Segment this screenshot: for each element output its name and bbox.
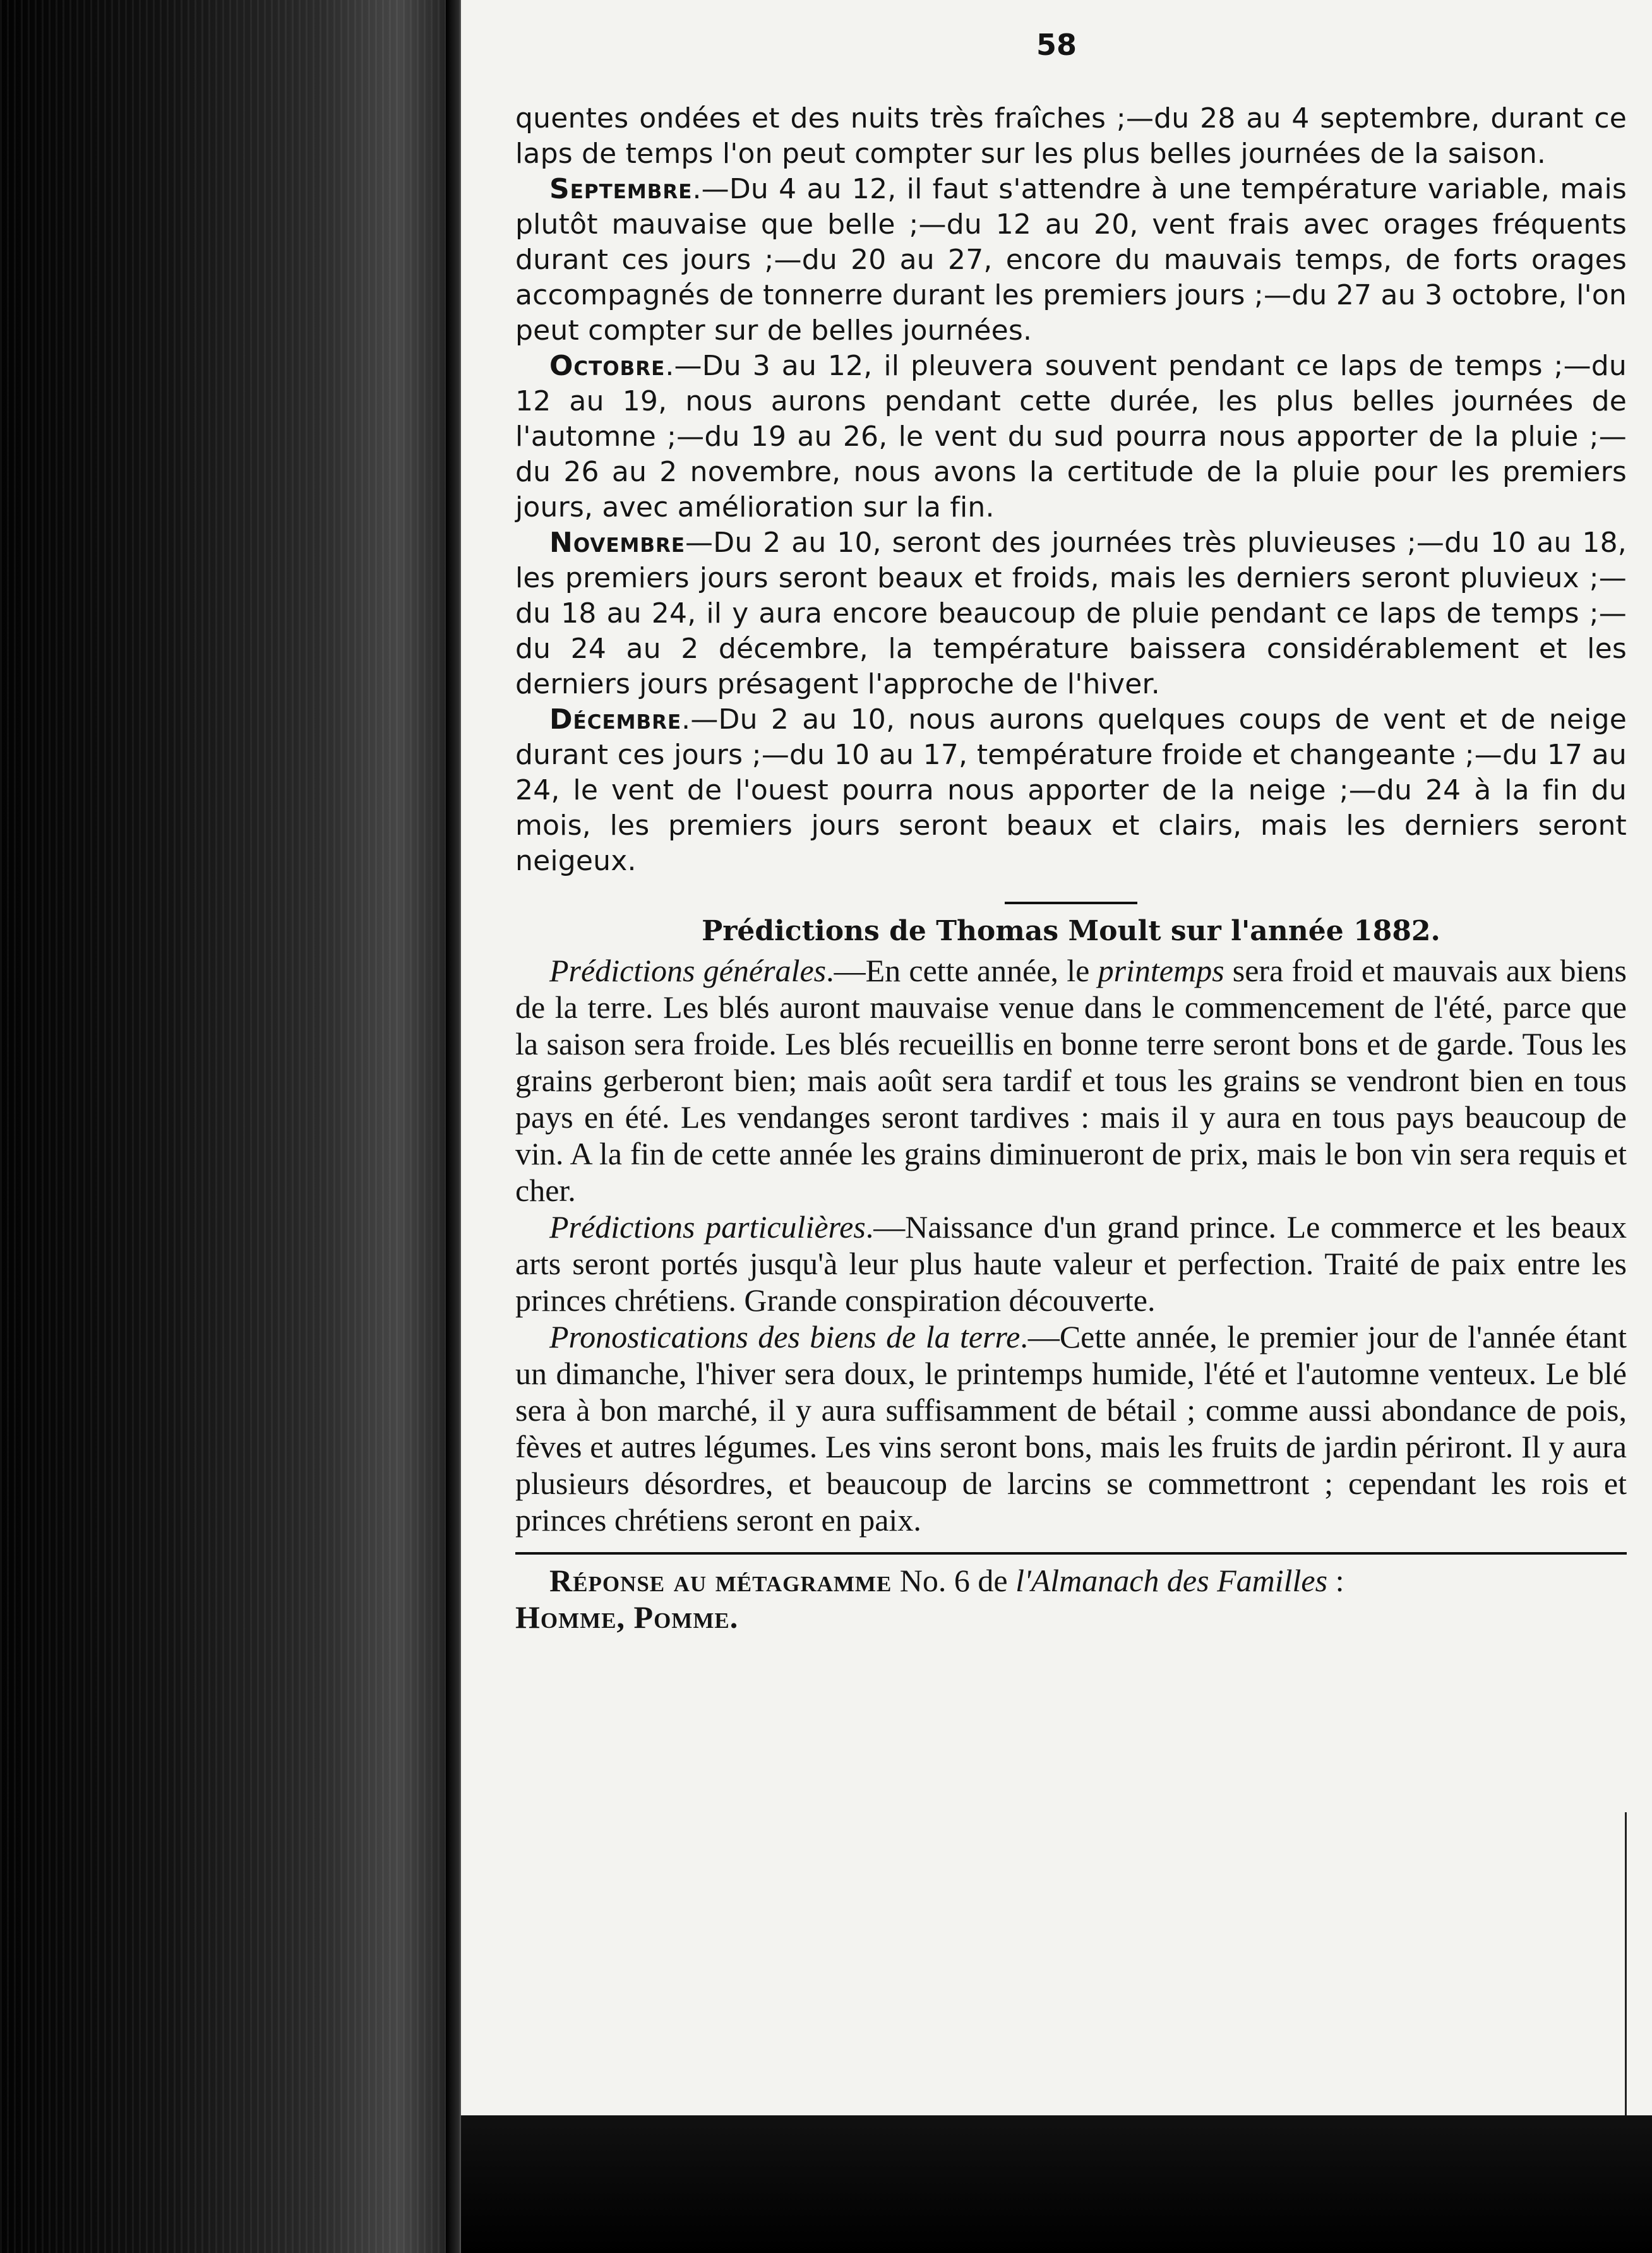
weather-novembre-text: —Du 2 au 10, seront des journées très pluvieuses ;—du 10 au 18, les premiers jours seront beaux et froids, mais les derniers seront pluvieux ;—du 18 au 24, il y aura encore beaucoup de pluie pendant ce laps de temps ;—du 24 au 2 décembre, la température baissera considérablement et les derniers jours présagent l'approche de l'hiver.: [515, 527, 1627, 700]
month-label-octobre: Octobre: [549, 350, 666, 382]
predictions-generales: [515, 952, 1627, 1209]
metagram-answer: [515, 1562, 1627, 1635]
predictions-pronostications-text: .—Cette année, le premier jour de l'année étant un dimanche, l'hiver sera doux, le printemps humide, l'été et l'automne venteux. Le blé sera à bon marché, il y aura suffisamment de bétail ; comme aussi abondance de pois, fèves et autres légumes. Les vins seront bons, mais les fruits de jardin périront. Il y aura plusieurs désordres, et beaucoup de larcins se commettront ; cependant les rois et princes chrétiens seront en paix.: [515, 1319, 1627, 1538]
month-label-septembre: Septembre: [549, 173, 693, 205]
weather-continuation: quentes ondées et des nuits très fraîches ;—du 28 au 4 septembre, durant ce laps de temps l'on peut compter sur les plus belles journées de la saison.: [515, 102, 1627, 170]
predictions-generales-italic-word: printemps: [1098, 953, 1224, 988]
page-edge-line: [1625, 1812, 1627, 2115]
month-label-novembre: Novembre: [549, 527, 686, 559]
weather-septembre-text: .—Du 4 au 12, il faut s'attendre à une température variable, mais plutôt mauvaise que belle ;—du 12 au 20, vent frais avec orages fréquents durant ces jours ;—du 20 au 27, encore du mauvais temps, de forts orages accompagnés de tonnerre durant les premiers jours ;—du 27 au 3 octobre, l'on peut compter sur de belles journées.: [515, 173, 1627, 347]
predictions-title: Prédictions de Thomas Moult sur l'année 1882.: [702, 915, 1440, 947]
metagram-answer-number: No. 6 de: [892, 1563, 1016, 1598]
predictions-particulieres-label: Prédictions particulières: [549, 1209, 866, 1245]
predictions-particulieres: [515, 1209, 1627, 1318]
metagram-answer-label: Réponse au métagramme: [549, 1563, 892, 1598]
weather-octobre: [515, 349, 1627, 525]
predictions-pronostications: [515, 1318, 1627, 1538]
metagram-answer-colon: :: [1327, 1563, 1344, 1598]
page-body: [515, 101, 1627, 1635]
predictions-pronostications-label: Pronostications des biens de la terre: [549, 1319, 1021, 1354]
predictions-generales-label: Prédictions générales: [549, 953, 827, 988]
weather-decembre: [515, 702, 1627, 879]
weather-octobre-text: .—Du 3 au 12, il pleuvera souvent pendant ce laps de temps ;—du 12 au 19, nous aurons pendant cette durée, les plus belles journées de l'automne ;—du 19 au 26, le vent du sud pourra nous apporter de la pluie ;—du 26 au 2 novembre, nous avons la certitude de la pluie pour les premiers jours, avec amélioration sur la fin.: [515, 350, 1627, 523]
page: [461, 0, 1652, 2115]
weather-decembre-text: .—Du 2 au 10, nous aurons quelques coups de vent et de neige durant ces jours ;—du 10 au 17, température froide et changeante ;—du 17 au 24, le vent de l'ouest pourra nous apporter de la neige ;—du 24 à la fin du mois, les premiers jours seront beaux et clairs, mais les derniers seront neigeux.: [515, 703, 1627, 877]
predictions-particulieres-text: .—Naissance d'un grand prince. Le commerce et les beaux arts seront portés jusqu'à leur plus haute valeur et perfection. Traité de paix entre les princes chrétiens. Grande conspiration découverte.: [515, 1209, 1627, 1318]
book-spine-edge: [0, 0, 455, 2253]
page-bottom-shadow: [461, 2115, 1652, 2253]
predictions-generales-text-a: .—En cette année, le: [826, 953, 1098, 988]
month-label-decembre: Décembre: [549, 703, 682, 736]
weather-novembre: [515, 525, 1627, 702]
metagram-answer-source: l'Almanach des Familles: [1015, 1563, 1328, 1598]
footer-divider: [515, 1552, 1627, 1555]
weather-septembre: [515, 172, 1627, 349]
page-number: 58: [1036, 28, 1077, 62]
predictions-generales-text-b: sera froid et mauvais aux biens de la terre. Les blés auront mauvaise venue dans le commencement de l'été, parce que la saison sera froide. Les blés recueillis en bonne terre seront bons et de garde. Tous les grains gerberont bien; mais août sera tardif et tous les grains se vendront bien en tous pays en été. Les vendanges seront tardives : mais il y aura en tous pays beaucoup de vin. A la fin de cette année les grains diminueront de prix, mais le bon vin sera requis et cher.: [515, 953, 1627, 1208]
section-divider: [1005, 902, 1137, 904]
metagram-answer-words: Homme, Pomme.: [515, 1599, 739, 1635]
